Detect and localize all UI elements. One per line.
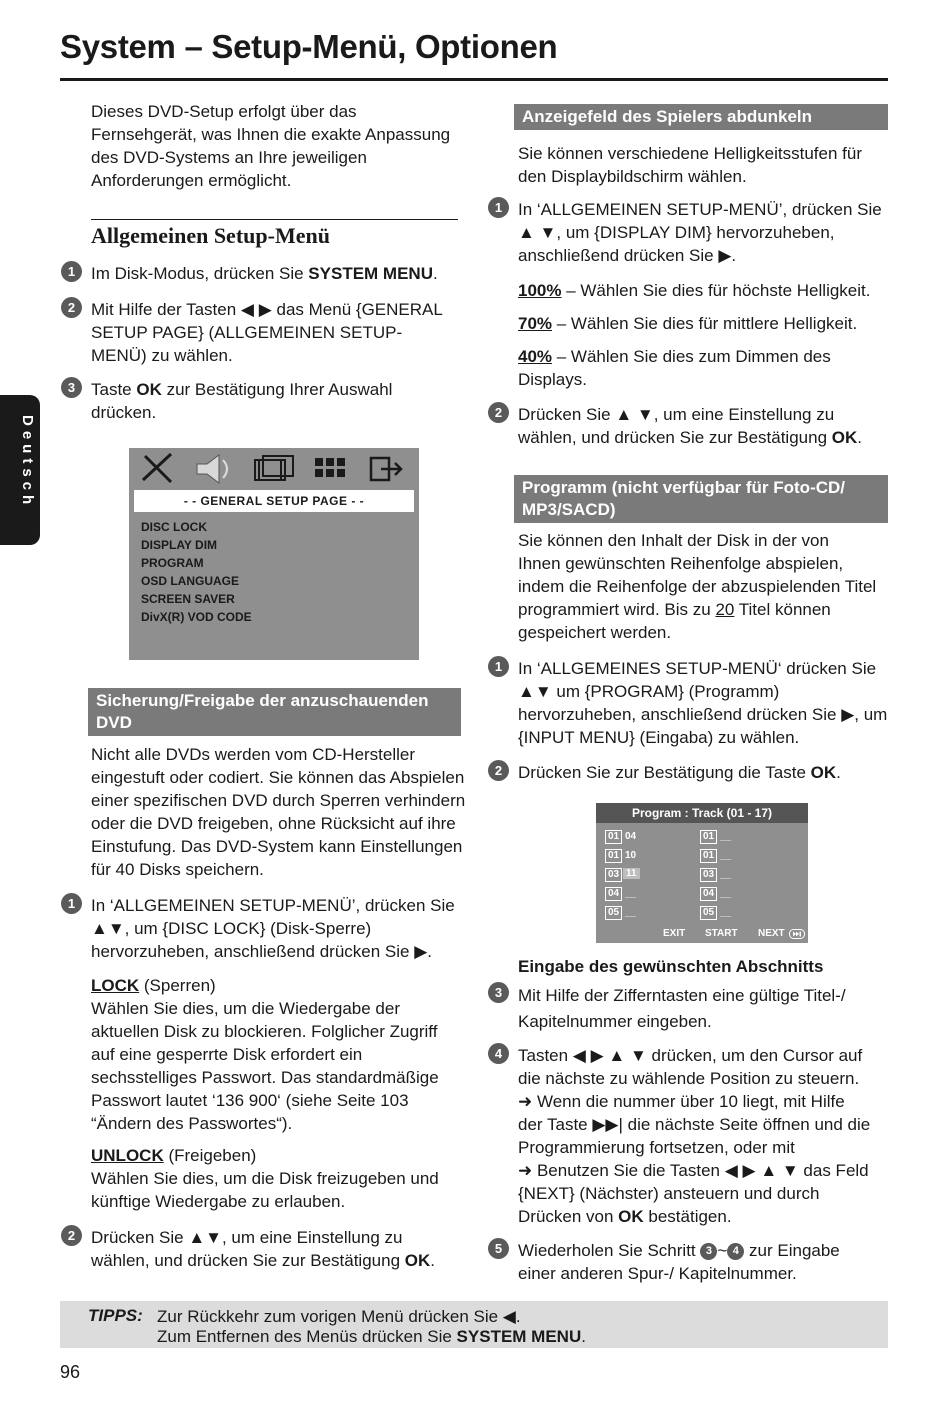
tools-icon [143, 454, 171, 482]
tips-text: . [581, 1327, 586, 1346]
option-line: auf eine gesperrte Disk erfordert ein [91, 1045, 363, 1064]
option-label-lock: LOCK [91, 976, 140, 995]
program-step-2 [518, 761, 841, 784]
para-line: einer spezifischen DVD durch Sperren verhindern [91, 791, 466, 810]
step-line: hervorzuheben, anschließend drücken Sie ▶. [91, 942, 432, 961]
lock-step-2 [91, 1226, 435, 1272]
tips-bold: SYSTEM MENU [456, 1327, 582, 1346]
program-slot[interactable]: 03 [605, 868, 622, 882]
option-line: Wählen Sie dies, um die Wiedergabe der [91, 999, 400, 1018]
program-step-3 [518, 983, 846, 1035]
tips-label: TIPPS: [88, 1306, 143, 1325]
option-line: sechsstelliges Passwort. Das standardmäßige [91, 1068, 439, 1087]
step-line: SETUP PAGE} (ALLGEMEINEN SETUP- [91, 323, 403, 342]
step-line: ▲▼ um {PROGRAM} (Programm) [518, 682, 780, 701]
step-text: Wiederholen Sie Schritt [518, 1241, 701, 1260]
intro-line: Dieses DVD-Setup erfolgt über das [91, 102, 357, 121]
para-line: eingestuft oder codiert. Sie können das Abspielen [91, 768, 465, 787]
program-screen-header: Program : Track (01 - 17) [596, 803, 808, 823]
step-text: . [836, 763, 841, 782]
step-bold: OK [831, 428, 858, 447]
program-slot-value: __ [625, 888, 637, 899]
step-line: einer anderen Spur-/ Kapitelnummer. [518, 1264, 797, 1283]
film-icon [255, 456, 293, 480]
step-line: Drücken Sie ▲ ▼, um eine Einstellung zu [518, 405, 835, 424]
para-text: programmiert wird. Bis zu [518, 600, 716, 619]
step-bold: OK [618, 1207, 644, 1226]
step-bold: OK [404, 1251, 431, 1270]
step-bold: OK [136, 380, 162, 399]
option-line: Wählen Sie dies, um die Disk freizugeben und [91, 1169, 439, 1188]
program-slot[interactable]: 04 [700, 887, 717, 901]
program-slot-value-selected: 11 [623, 868, 640, 879]
program-slot[interactable]: 01 [700, 830, 717, 844]
step-text: . [430, 1251, 435, 1270]
menu-item-divx-vod-code[interactable]: DivX(R) VOD CODE [141, 610, 252, 624]
bar-line: Sicherung/Freigabe der anzuschauenden [96, 691, 429, 710]
step-line: anschließend drücken Sie ▶. [518, 246, 737, 265]
option-line: Displays. [518, 370, 587, 389]
step-line: hervorzuheben, anschließend drücken Sie ▶, um [518, 705, 888, 724]
program-step-1 [518, 657, 887, 749]
option-label: 70% [518, 314, 553, 333]
lock-paragraph [91, 743, 465, 881]
program-slot[interactable]: 04 [605, 887, 622, 901]
step-text: . [432, 264, 438, 283]
step-text: bestätigen. [643, 1207, 732, 1226]
step-number: 2 [61, 297, 82, 318]
program-section-bar [514, 475, 888, 523]
program-slot-value: __ [720, 907, 732, 918]
step-line: {INPUT MENU} (Eingaba) zu wählen. [518, 728, 800, 747]
program-slot[interactable]: 01 [605, 849, 622, 863]
lock-step-1 [91, 894, 455, 963]
dim-step-2 [518, 403, 862, 449]
step-line: ➜ Benutzen Sie die Tasten ◀ ▶ ▲ ▼ das Feld [518, 1161, 869, 1180]
general-step-3 [91, 378, 392, 424]
step-line: Programmierung fortsetzen, oder mit [518, 1138, 795, 1157]
option-line: Passwort lautet ‘136 900‘ (siehe Seite 103 [91, 1091, 409, 1110]
setup-menu-icon-row [135, 450, 415, 488]
step-text: Taste [91, 380, 137, 399]
step-text: wählen, und drücken Sie zur Bestätigung [91, 1251, 405, 1270]
bar-line: Programm (nicht verfügbar für Foto-CD/ [522, 478, 846, 497]
step-line: der Taste ▶▶| die nächste Seite öffnen und die [518, 1115, 871, 1134]
dim-option-70 [518, 312, 857, 335]
step-number: 2 [488, 760, 509, 781]
unlock-option [91, 1144, 439, 1213]
para-line: Sie können verschiedene Helligkeitsstufen für [518, 144, 862, 163]
para-underline: 20 [715, 600, 735, 619]
tips-line-2 [157, 1326, 586, 1348]
dim-section-bar: Anzeigefeld des Spielers abdunkeln [514, 104, 888, 130]
program-start-button[interactable]: START [705, 928, 738, 939]
option-line: “Ändern des Passwortes“). [91, 1114, 293, 1133]
para-line: Ihnen gewünschten Reihenfolge abspielen, [518, 554, 844, 573]
step-text: Im Disk-Modus, drücken Sie [91, 264, 309, 283]
section-rule [91, 219, 458, 220]
dim-paragraph [518, 142, 862, 188]
para-text: Titel können [734, 600, 831, 619]
dim-option-100 [518, 279, 870, 302]
para-line: Nicht alle DVDs werden vom CD-Hersteller [91, 745, 416, 764]
program-slot-value: __ [720, 869, 732, 880]
step-text: . [857, 428, 862, 447]
program-step-4 [518, 1044, 870, 1228]
menu-item-program[interactable]: PROGRAM [141, 556, 204, 570]
menu-item-display-dim[interactable]: DISPLAY DIM [141, 538, 218, 552]
step-line: drücken. [91, 403, 157, 422]
step-number: 2 [488, 402, 509, 423]
step-number: 1 [488, 197, 509, 218]
option-desc: – Wählen Sie dies für höchste Helligkeit. [561, 281, 871, 300]
program-slot[interactable]: 01 [605, 830, 622, 844]
step-line: Tasten ◀ ▶ ▲ ▼ drücken, um den Cursor auf [518, 1046, 863, 1065]
bar-line: DVD [96, 713, 132, 732]
step-bold: SYSTEM MENU [308, 264, 433, 283]
step-line: ➜ Wenn die nummer über 10 liegt, mit Hilfe [518, 1092, 845, 1111]
option-desc: – Wählen Sie dies zum Dimmen des [552, 347, 831, 366]
step-line: Mit Hilfe der Tasten ◀ ▶ das Menü {GENERAL [91, 300, 443, 319]
dim-step-1 [518, 198, 882, 267]
step-number: 3 [488, 982, 509, 1003]
program-paragraph [518, 529, 876, 644]
lock-section-bar [88, 688, 461, 736]
general-setup-heading: Allgemeinen Setup-Menü [91, 223, 330, 248]
program-slot-value: __ [625, 907, 637, 918]
step-text: Drücken Sie zur Bestätigung die Taste [518, 763, 811, 782]
page-number: 96 [60, 1362, 81, 1382]
program-slot[interactable]: 01 [700, 849, 717, 863]
dim-option-40 [518, 345, 831, 391]
step-text: zur Eingabe [744, 1241, 840, 1260]
program-slot[interactable]: 03 [700, 868, 717, 882]
program-slot-value: __ [720, 831, 732, 842]
program-exit-button[interactable]: EXIT [663, 928, 686, 939]
step-line: Drücken Sie ▲▼, um eine Einstellung zu [91, 1228, 403, 1247]
step-line: ▲ ▼, um {DISPLAY DIM} hervorzuheben, [518, 223, 835, 242]
setup-menu-header: - - GENERAL SETUP PAGE - - [134, 490, 414, 512]
bar-line: MP3/SACD) [522, 500, 616, 519]
step-number: 1 [488, 656, 509, 677]
tips-text: Zum Entfernen des Menüs drücken Sie [157, 1327, 457, 1346]
option-desc: (Sperren) [139, 976, 216, 995]
para-line: indem die Reihenfolge der abzuspielenden Titel [518, 577, 877, 596]
option-desc: – Wählen Sie dies für mittlere Helligkeit. [552, 314, 858, 333]
option-line: aktuellen Disk zu blockieren. Folglicher Zugriff [91, 1022, 438, 1041]
para-line: gespeichert werden. [518, 623, 672, 642]
program-slot[interactable]: 05 [700, 906, 717, 920]
para-line: Einstufung. Das DVD-System kann Einstellungen [91, 837, 463, 856]
option-label: 100% [518, 281, 562, 300]
para-line: Sie können den Inhalt der Disk in der von [518, 531, 829, 550]
language-side-label: Deutsch [19, 415, 36, 510]
program-slot-value: 10 [625, 850, 637, 861]
para-line: oder die DVD freigeben, ohne Rücksicht auf ihre [91, 814, 456, 833]
step-text: Drücken von [518, 1207, 619, 1226]
step-line: Kapitelnummer eingeben. [518, 1012, 712, 1031]
step-line: In ‘ALLGEMEINEN SETUP-MENÜ’, drücken Sie [518, 200, 882, 219]
lock-option [91, 974, 439, 1135]
next-track-icon [789, 929, 805, 939]
step-line: MENÜ) zu wählen. [91, 346, 233, 365]
option-desc: (Freigeben) [163, 1146, 257, 1165]
step-text: ~ [717, 1241, 728, 1260]
program-slot[interactable]: 05 [605, 906, 622, 920]
option-label: 40% [518, 347, 553, 366]
program-step-5 [518, 1239, 840, 1285]
program-slot-value: __ [720, 888, 732, 899]
page-title: System – Setup-Menü, Optionen [60, 28, 558, 65]
step-number: 2 [61, 1225, 82, 1246]
step-line: {NEXT} (Nächster) ansteuern und durch [518, 1184, 820, 1203]
step-line: In ‘ALLGEMEINES SETUP-MENÜ‘ drücken Sie [518, 659, 877, 678]
step-ref-number: 4 [727, 1243, 744, 1260]
step-line: In ‘ALLGEMEINEN SETUP-MENÜ’, drücken Sie [91, 896, 455, 915]
step-text: zur Bestätigung Ihrer Auswahl [161, 380, 393, 399]
intro-paragraph [91, 100, 450, 192]
step-number: 3 [61, 377, 82, 398]
speaker-icon [197, 455, 227, 483]
step-bold: OK [810, 763, 837, 782]
title-rule [60, 78, 888, 81]
menu-item-screen-saver[interactable]: SCREEN SAVER [141, 592, 235, 606]
program-next-button[interactable]: NEXT [758, 928, 785, 939]
para-line: für 40 Disks speichern. [91, 860, 264, 879]
tips-line-1: Zur Rückkehr zum vorigen Menü drücken Sie ◀. [157, 1307, 521, 1326]
general-step-2 [91, 298, 443, 367]
exit-icon [371, 458, 401, 480]
para-line: den Displaybildschirm wählen. [518, 167, 747, 186]
intro-line: Fernsehgerät, was Ihnen die exakte Anpassung [91, 125, 451, 144]
step-number: 1 [61, 893, 82, 914]
intro-line: des DVD-Systems an Ihre jeweiligen [91, 148, 367, 167]
general-step-1 [91, 262, 438, 285]
option-line: künftige Wiedergabe zu erlauben. [91, 1192, 346, 1211]
step-text: wählen, und drücken Sie zur Bestätigung [518, 428, 832, 447]
program-slot-value: __ [720, 850, 732, 861]
step-line: ▲▼, um {DISC LOCK} (Disk-Sperre) [91, 919, 372, 938]
step-number: 5 [488, 1238, 509, 1259]
menu-item-osd-language[interactable]: OSD LANGUAGE [141, 574, 240, 588]
step-line: Mit Hilfe der Zifferntasten eine gültige Titel-/ [518, 986, 846, 1005]
program-slot-value: 04 [625, 831, 637, 842]
menu-item-disc-lock[interactable]: DISC LOCK [141, 520, 207, 534]
option-label-unlock: UNLOCK [91, 1146, 164, 1165]
intro-line: Anforderungen ermöglicht. [91, 171, 292, 190]
entry-sub-heading: Eingabe des gewünschten Abschnitts [518, 957, 824, 976]
step-number: 4 [488, 1043, 509, 1064]
grid-icon [315, 458, 345, 477]
step-number: 1 [61, 261, 82, 282]
step-ref-number: 3 [700, 1243, 717, 1260]
step-line: die nächste zu wählende Position zu steuern. [518, 1069, 860, 1088]
